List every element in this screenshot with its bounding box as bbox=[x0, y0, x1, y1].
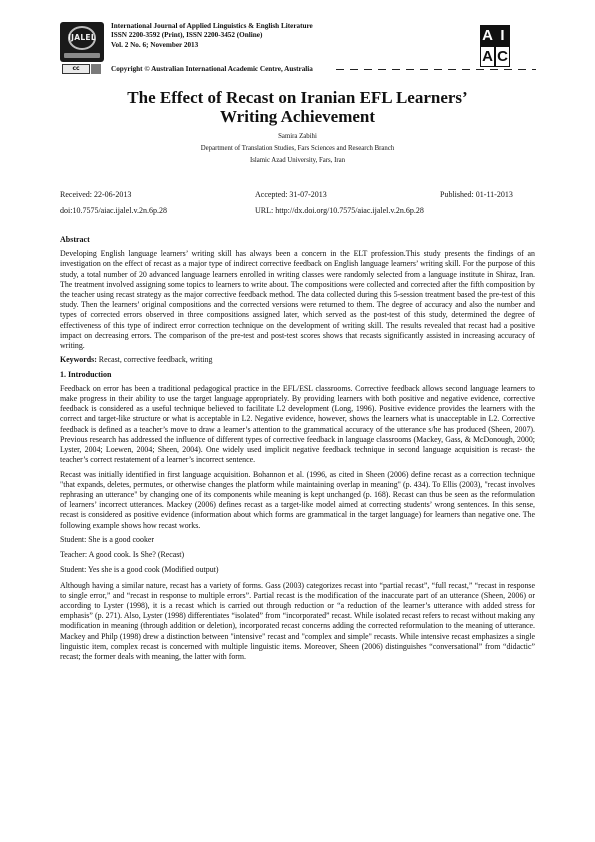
journal-issn: ISSN 2200-3592 (Print), ISSN 2200-3452 (Online) bbox=[111, 31, 263, 40]
section-heading: 1. Introduction bbox=[60, 369, 112, 379]
keywords-list: Recast, corrective feedback, writing bbox=[96, 355, 213, 365]
published-date: Published: 01-11-2013 bbox=[440, 190, 513, 199]
body-paragraph: Although having a similar nature, recast has a variety of forms. Gass (2003) categorizes recast into “partial recast”, “full recast,” “recast in response to single error,” and “recast in response to multiple errors”. Partial recast is the modification of the inaccurate part of an utterance (Sheen, 2006) or according to Lyster (1998), it is a recast which is carried out through reduction or “a reduction of the learner’s utterance with added stress for emphasis” (p. 271). Also, Lyster (1998) differentiates “isolated” from “incorporated” recast. While isolated recast refers to recast without making any modification in meaning (through addition or deletion), incorporated recast concerns adding the corrected reformulation to the meaning of utterance. Mackey and Philp (1998) drew a distinction between "intensive" recast and "complex and simple" recasts. While intensive recast emphasizes a single linguistic item, complex recast is concerned with multiple linguistic items. Moreover, Sheen (2006) distinguishes “conversational” from “didactic” recast; the former deals with meaning, the latter with form. bbox=[60, 580, 535, 662]
abstract-paragraph: Developing English language learners’ writing skill has always been a concern in the ELT profession.This study presents the findings of an investigation on the effect of recast as a major type of indirect corrective feedback on English language learners’ writing skill. For the purpose of this study, a total number of 20 advanced language learners enrolled in writing classes were randomly selected from a language institute in Shiraz, Iran. The treatment involved assigning some topics to learners to write about. The compositions were collected and corrected after the fifth composition by the teacher using recast strategy as the major corrective feedback method. The data collected during this 5-session treatment based the pre-test of this study. Then the learners’ original compositions and the corrected versions were returned to them. The degree of accuracy and also the number and types of corrected errors observed in three compositions assigned later, which served as the post-test of this study, determined the degree of effectiveness of this type of indirect error correction technique on the development of writing skill. The results revealed that recast had a positive impact on decreasing errors. The comparison of the pre-test and post-test scores shows that recasts significantly assisted in increasing accuracy of writing. bbox=[60, 249, 535, 351]
author-name: Samira Zabihi bbox=[278, 133, 317, 140]
logo-base bbox=[64, 53, 100, 58]
accepted-date: Accepted: 31-07-2013 bbox=[255, 190, 327, 199]
creative-commons-badge[interactable]: cc bbox=[62, 64, 90, 74]
body-paragraph: Recast was initially identified in first language acquisition. Bohannon et al. (1996, as cited in Sheen (2006) define recast as a correction technique "that expands, deletes, permutes, or otherwise changes the platform while maintaining overlap in meaning" (p. 434). To Ellis (2003), "recast involves rephrasing an utterance" by changing one of its components while meaning is kept unchanged (p. 168). Recast can thus be seen as the reformulation of learners’ incorrect utterances. Mackey (2006) defines recast as a target-like model aimed at correcting students’ wrong sentences. In this sense, recast is considered as positive evidence (information about which forms are grammatical in the target language) for learners than negative one. The following example shows how recast works. bbox=[60, 469, 535, 530]
article-title bbox=[60, 88, 535, 126]
keywords-line bbox=[60, 355, 535, 365]
author-affiliation: Islamic Azad University, Fars, Iran bbox=[249, 157, 346, 164]
journal-name: International Journal of Applied Linguistics & English Literature bbox=[111, 22, 313, 30]
doi-text: doi:10.7575/aiac.ijalel.v.2n.6p.28 bbox=[60, 206, 168, 215]
publisher-logo-cell: A bbox=[480, 46, 495, 67]
header-dashed-rule bbox=[336, 69, 536, 70]
journal-volume: Vol. 2 No. 6; November 2013 bbox=[111, 40, 199, 49]
copyright-line: Copyright © Australian International Academic Centre, Australia bbox=[111, 65, 313, 73]
example-line: Student: She is a good cooker bbox=[60, 535, 155, 545]
publisher-logo-cell: C bbox=[495, 46, 510, 67]
author-affiliation: Department of Translation Studies, Fars Sciences and Research Branch bbox=[200, 145, 395, 152]
keywords-label: Keywords: bbox=[60, 355, 97, 365]
body-paragraph: Feedback on error has been a traditional pedagogical practice in the EFL/ESL classrooms. Corrective feedback allows second language learners to make progress in their ability to use the target language appropriately. By providing learners with both positive and negative evidence, corrective feedback is considered as a useful technique believed to facilitate L2 development (Long, 1996). Positive evidence provides the learners with the correct and target-like structure or what is acceptable in L2. Negative evidence, however, shows the learners what is unacceptable in L2. Corrective feedback is defined as a teacher’s move to draw a learner’s attention to the grammatical accuracy of the utterance s/he has produced (Sheen, 2007). Previous research has addressed the influence of different types of corrective feedback in language classrooms (Mackey, Gass, & McDonough, 2000; Lyster, 2004; Loewen, 2004; Sheen, 2004). One widely used implicit negative feedback technique in second language acquisition is recast- the teacher’s correct restatement of a learner’s incorrect sentence. bbox=[60, 383, 535, 465]
publisher-logo bbox=[480, 25, 510, 67]
example-line: Teacher: A good cook. Is She? (Recast) bbox=[60, 550, 185, 560]
journal-logo bbox=[60, 22, 104, 62]
article-title-line: The Effect of Recast on Iranian EFL Learners’ bbox=[127, 88, 468, 107]
journal-info bbox=[111, 22, 313, 50]
publisher-logo-cell: I bbox=[495, 25, 510, 46]
received-date: Received: 22-06-2013 bbox=[60, 190, 132, 199]
example-line: Student: Yes she is a good cook (Modified output) bbox=[60, 565, 219, 575]
publisher-logo-cell: A bbox=[480, 25, 495, 46]
article-url[interactable]: URL: http://dx.doi.org/10.7575/aiac.ijalel.v.2n.6p.28 bbox=[255, 206, 424, 215]
license-square-icon bbox=[91, 64, 101, 74]
abstract-heading: Abstract bbox=[60, 235, 90, 244]
article-title-line: Writing Achievement bbox=[219, 107, 376, 126]
article-body bbox=[60, 235, 535, 666]
logo-text: IJALEL bbox=[68, 33, 96, 42]
